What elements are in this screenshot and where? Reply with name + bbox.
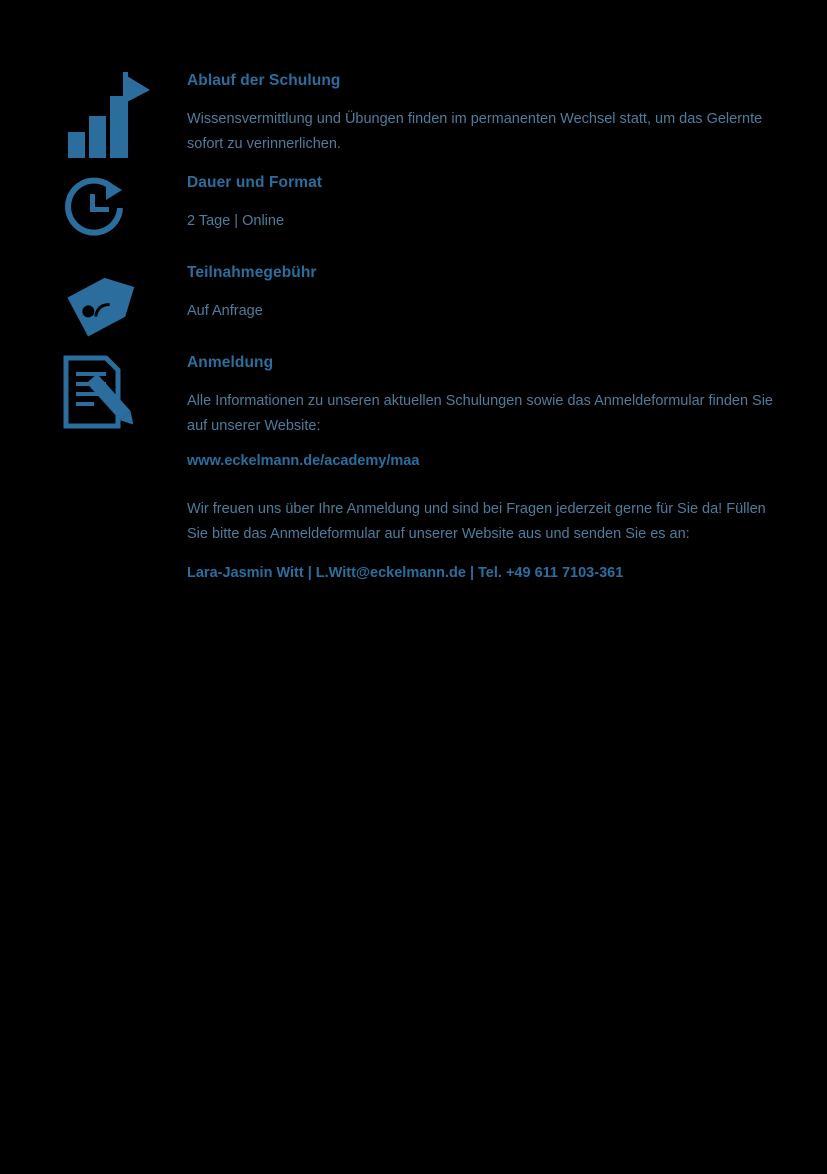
contact-separator-1: | [307, 565, 312, 582]
section-paragraph: 2 Tage | Online [187, 212, 285, 229]
contact-line [187, 561, 780, 586]
contact-email[interactable]: L.Witt@eckelmann.de [315, 565, 466, 582]
section-body [187, 72, 780, 159]
section-ablauf-der-schulung [60, 72, 780, 172]
document-pencil-icon [60, 354, 160, 444]
section-title: Ablauf der Schulung [187, 72, 341, 89]
section-body [187, 354, 780, 589]
section-dauer-und-format [60, 174, 780, 264]
clock-arrow-icon [60, 174, 160, 264]
section-body [187, 174, 780, 236]
price-tag-icon [60, 264, 160, 354]
section-title: Dauer und Format [187, 174, 323, 191]
section-paragraph: Auf Anfrage [187, 302, 263, 319]
section-teilnahmegebuehr [60, 264, 780, 354]
contact-name: Lara-Jasmin Witt [187, 565, 304, 582]
sections-container [60, 72, 780, 589]
section-anmeldung [60, 354, 780, 589]
bar-chart-flag-icon [60, 72, 160, 162]
section-title: Teilnahmegebühr [187, 264, 317, 281]
contact-phone: Tel. +49 611 7103-361 [478, 565, 624, 582]
section-title: Anmeldung [187, 354, 274, 371]
website-link[interactable]: www.eckelmann.de/academy/maa [187, 453, 420, 470]
contact-separator-2: | [469, 565, 475, 582]
section-paragraph: Alle Informationen zu unseren aktuellen Schulungen sowie das Anmeldeformular finden Sie auf unserer Website: [187, 392, 773, 434]
section-body [187, 264, 780, 326]
section-paragraph-2: Wir freuen uns über Ihre Anmeldung und sind bei Fragen jederzeit gerne für Sie da! Füllen Sie bitte das Anmeldeformular auf unserer Website aus und senden Sie es an: [187, 500, 766, 543]
section-paragraph: Wissensvermittlung und Übungen finden im permanenten Wechsel statt, um das Gelernte sofort zu verinnerlichen. [187, 110, 763, 152]
